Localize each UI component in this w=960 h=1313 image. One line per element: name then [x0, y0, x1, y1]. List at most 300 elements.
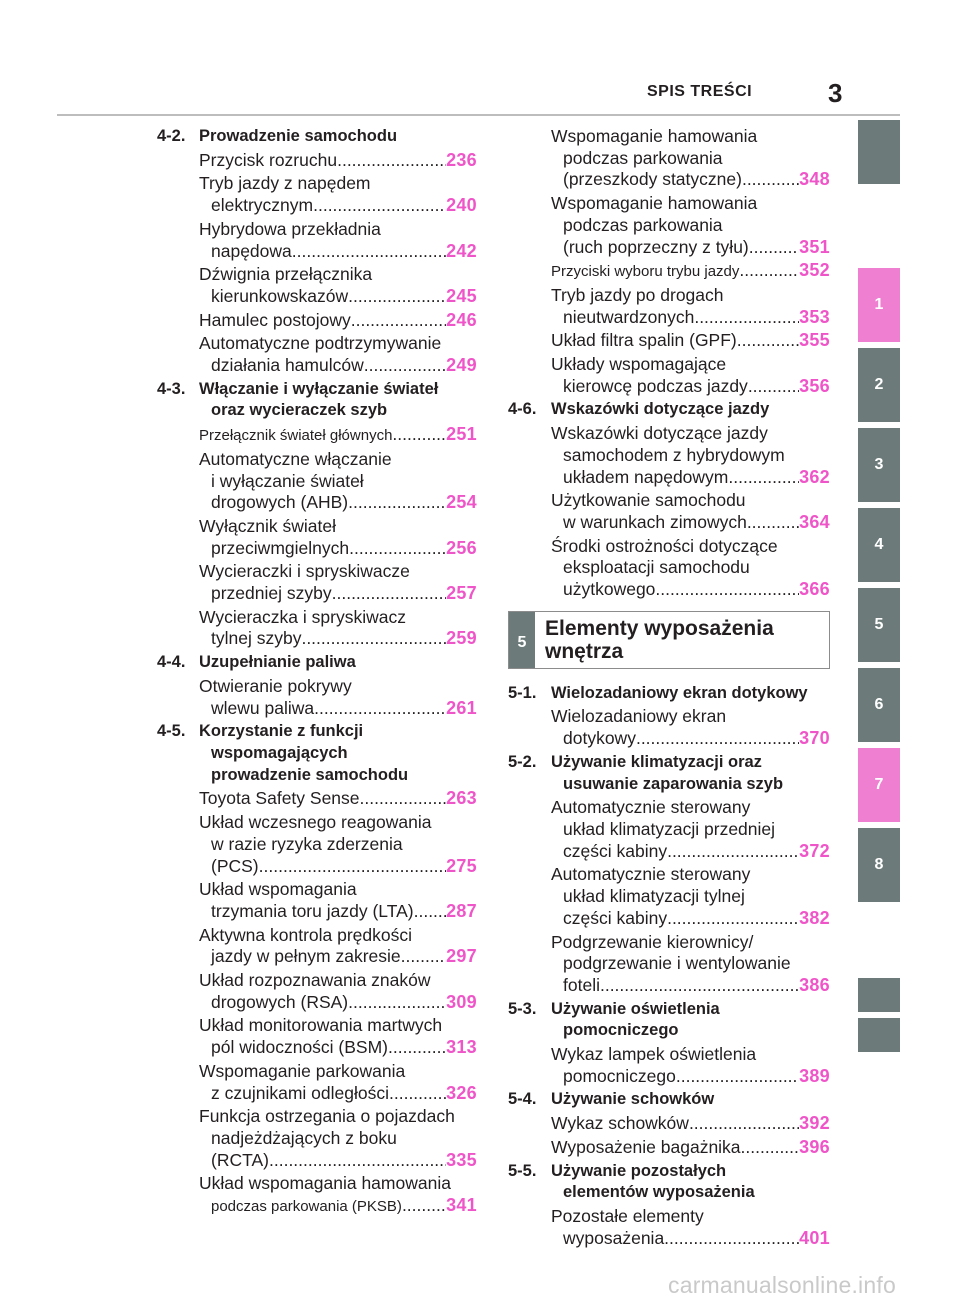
toc-entry-line [199, 355, 477, 377]
leader-dots [348, 286, 446, 308]
toc-entry-line [551, 169, 830, 191]
toc-entry[interactable] [508, 932, 830, 997]
toc-entry-text: Układy wspomagające [551, 354, 727, 375]
page-number: 3 [828, 78, 843, 108]
toc-entry-text: Hybrydowa przekładnia [199, 218, 381, 239]
toc-entry-line [551, 841, 830, 863]
chapter-heading-box [508, 611, 830, 669]
leader-dots [332, 583, 446, 605]
section-title-line: Używanie schowków [551, 1090, 715, 1109]
page-link[interactable]: 386 [799, 974, 830, 995]
toc-entry-line [199, 676, 477, 698]
section-title-line: pomocniczego [563, 1021, 679, 1040]
leader-dots [747, 512, 799, 534]
toc-entry-text: Układ rozpoznawania znaków [199, 970, 431, 991]
toc-entry-line [551, 215, 830, 237]
toc-entry-line [199, 970, 477, 992]
toc-entry[interactable] [157, 219, 477, 262]
toc-entry-line [199, 901, 477, 923]
page-link[interactable]: 396 [799, 1136, 830, 1157]
chapter-number: 5 [509, 612, 535, 668]
page-link[interactable]: 263 [446, 788, 477, 809]
toc-entry-text: Układ wczesnego reagowania [199, 812, 432, 833]
toc-entry-text: Przyciski wyboru trybu jazdy [551, 263, 740, 281]
toc-entry-text: eksploatacji samochodu [563, 557, 750, 578]
section-heading [157, 126, 477, 148]
toc-entry-text: w warunkach zimowych [563, 511, 747, 532]
toc-entry[interactable] [157, 333, 477, 376]
page-link[interactable]: 251 [446, 424, 477, 445]
toc-entry-line [199, 856, 477, 878]
page-link[interactable]: 389 [799, 1065, 830, 1086]
toc-entry-text: Wspomaganie parkowania [199, 1060, 406, 1081]
toc-entry-line [199, 1037, 477, 1059]
toc-entry-line [551, 706, 830, 728]
toc-entry-line [199, 516, 477, 538]
toc-entry-line [199, 195, 477, 217]
toc-entry[interactable] [508, 1113, 830, 1135]
toc-entry[interactable] [157, 424, 477, 447]
page-link[interactable]: 287 [446, 900, 477, 921]
toc-entry-text: z czujnikami odległości [211, 1082, 389, 1103]
chapter-title-line: Elementy wyposażenia [545, 616, 774, 640]
toc-entry-line [551, 126, 830, 148]
toc-entry[interactable] [508, 193, 830, 258]
toc-entry[interactable] [508, 536, 830, 601]
toc-entry[interactable] [157, 1015, 477, 1058]
toc-entry-text: Automatycznie sterowany [551, 797, 751, 818]
page-link[interactable]: 370 [799, 728, 830, 749]
leader-dots [402, 1195, 446, 1217]
leader-dots [364, 355, 446, 377]
leader-dots [742, 169, 799, 191]
toc-entry-text: Wskazówki dotyczące jazdy [551, 423, 768, 444]
toc-entry-text: elektrycznym [211, 195, 314, 216]
chapter-tab-6[interactable]: 6 [858, 668, 900, 742]
toc-entry-text: (przeszkody statyczne) [563, 169, 742, 190]
toc-entry-text: (ruch poprzeczny z tyłu) [563, 236, 749, 257]
leader-dots [348, 992, 446, 1014]
toc-entry-text: Wspomaganie hamowania [551, 193, 758, 214]
toc-entry-line [199, 561, 477, 583]
page-link[interactable]: 326 [446, 1082, 477, 1103]
toc-entry[interactable] [157, 150, 477, 172]
leader-dots [292, 241, 446, 263]
section-title-line: Wielozadaniowy ekran dotykowy [551, 683, 808, 702]
page-link[interactable]: 313 [446, 1037, 477, 1058]
page-link[interactable]: 352 [799, 260, 830, 281]
toc-entry[interactable] [157, 516, 477, 559]
leader-dots [301, 628, 446, 650]
toc-entry-text: Układ filtra spalin (GPF) [551, 330, 737, 351]
toc-entry-text: Hamulec postojowy [199, 309, 351, 330]
toc-entry-text: kierunkowskazów [211, 285, 349, 306]
toc-entry-line [199, 946, 477, 968]
page-link[interactable]: 351 [799, 236, 830, 257]
toc-entry-line [551, 512, 830, 534]
leader-dots [313, 195, 446, 217]
page-header-title: SPIS TREŚCI [647, 83, 753, 100]
chapter-tab-blank-10[interactable] [858, 1018, 900, 1052]
toc-entry-line [551, 886, 830, 908]
page-link[interactable]: 366 [799, 579, 830, 600]
section-title-line: Uzupełnianie paliwa [199, 653, 356, 672]
leader-dots [689, 1113, 799, 1135]
toc-entry[interactable] [157, 812, 477, 877]
page-link[interactable]: 259 [446, 628, 477, 649]
toc-entry-text: tylnej szyby [211, 628, 302, 649]
toc-entry-text: (RCTA) [211, 1149, 269, 1170]
toc-entry-line [199, 264, 477, 286]
toc-entry-text: przedniej szyby [211, 583, 332, 604]
toc-entry[interactable] [508, 864, 830, 929]
toc-entry[interactable] [157, 1173, 477, 1217]
toc-entry[interactable] [508, 490, 830, 533]
section-number: 4-2. [157, 127, 186, 145]
toc-entry-line [199, 1083, 477, 1105]
section-title-line: elementów wyposażenia [563, 1183, 755, 1202]
toc-entry-line [551, 536, 830, 558]
section-title-line: Używanie oświetlenia [551, 999, 720, 1018]
toc-entry[interactable] [508, 1137, 830, 1159]
toc-entry-text: podczas parkowania [563, 147, 723, 168]
page-link[interactable]: 249 [446, 355, 477, 376]
toc-entry[interactable] [157, 561, 477, 604]
toc-entry-text: wyposażenia [563, 1227, 665, 1248]
section-title-line: Korzystanie z funkcji [199, 722, 364, 741]
toc-entry-line [551, 953, 830, 975]
toc-entry-line [199, 788, 477, 810]
page-link[interactable]: 236 [446, 149, 477, 170]
page-link[interactable]: 364 [799, 511, 830, 532]
toc-entry[interactable] [508, 285, 830, 328]
toc-entry[interactable] [508, 797, 830, 862]
leader-dots [389, 1083, 446, 1105]
toc-entry-line [199, 1061, 477, 1083]
toc-entry-line [551, 819, 830, 841]
toc-entry[interactable] [508, 1206, 830, 1249]
section-number: 5-1. [508, 683, 537, 702]
leader-dots [351, 310, 446, 332]
toc-entry-line [551, 579, 830, 601]
chapter-title-line: wnętrza [545, 639, 624, 663]
toc-entry[interactable] [157, 676, 477, 719]
toc-entry-line [551, 376, 830, 398]
toc-entry-text: kierowcę podczas jazdy [563, 375, 748, 396]
page-link[interactable]: 261 [446, 697, 477, 718]
toc-entry-text: przeciwmgielnych [211, 537, 350, 558]
section-title-line: usuwanie zaparowania szyb [563, 774, 784, 793]
toc-entry-line [551, 864, 830, 886]
toc-entry-line [199, 1150, 477, 1172]
toc-entry[interactable] [508, 260, 830, 283]
toc-entry-line [199, 1173, 477, 1195]
chapter-tab-1[interactable]: 1 [858, 268, 900, 342]
toc-entry-text: w razie ryzyka zderzenia [211, 833, 403, 854]
page-link[interactable]: 275 [446, 855, 477, 876]
toc-entry[interactable] [508, 423, 830, 488]
leader-dots [337, 150, 446, 172]
toc-entry-text: Otwieranie pokrywy [199, 675, 352, 696]
leader-dots [667, 841, 799, 863]
toc-entry[interactable] [157, 879, 477, 922]
section-heading [508, 1161, 830, 1204]
leader-dots [360, 788, 447, 810]
toc-entry-text: pomocniczego [563, 1065, 676, 1086]
leader-dots [667, 908, 799, 930]
toc-entry-line [551, 467, 830, 489]
leader-dots [748, 376, 799, 398]
chapter-tab-7[interactable]: 7 [858, 748, 900, 822]
toc-entry-line [551, 728, 830, 750]
toc-entry-line [199, 812, 477, 834]
toc-entry-text: podczas parkowania (PKSB) [211, 1198, 402, 1216]
page-link[interactable]: 355 [799, 330, 830, 351]
toc-entry[interactable] [508, 126, 830, 191]
toc-entry-line [199, 992, 477, 1014]
leader-dots [314, 698, 446, 720]
section-number: 5-3. [508, 999, 537, 1018]
toc-left-column [157, 124, 477, 1218]
page-link[interactable]: 356 [799, 375, 830, 396]
section-heading [157, 721, 477, 786]
toc-entry-text: Przycisk rozruchu [199, 149, 338, 170]
page-link[interactable]: 309 [446, 991, 477, 1012]
leader-dots [739, 260, 799, 282]
chapter-tab-4[interactable]: 4 [858, 508, 900, 582]
toc-entry-text: użytkowego [563, 579, 656, 600]
section-heading [157, 379, 477, 422]
section-heading [508, 999, 830, 1042]
page-link[interactable]: 254 [446, 492, 477, 513]
toc-entry-line [199, 471, 477, 493]
chapter-tab-3[interactable]: 3 [858, 428, 900, 502]
section-title-line: Wskazówki dotyczące jazdy [551, 400, 770, 419]
leader-dots [728, 467, 799, 489]
toc-entry-line [551, 908, 830, 930]
toc-entry-text: podgrzewanie i wentylowanie [563, 953, 791, 974]
page-link[interactable]: 240 [446, 195, 477, 216]
section-number: 4-5. [157, 722, 186, 741]
page-link[interactable]: 341 [446, 1195, 477, 1216]
toc-entry-line [199, 879, 477, 901]
toc-entry-text: podczas parkowania [563, 214, 723, 235]
toc-entry-line [199, 698, 477, 720]
section-title-line: oraz wycieraczek szyb [211, 401, 388, 420]
toc-entry-text: Wycieraczki i spryskiwacze [199, 561, 410, 582]
toc-entry-line [199, 1106, 477, 1128]
toc-entry-line [551, 1066, 830, 1088]
toc-entry-text: Podgrzewanie kierownicy/ [551, 931, 754, 952]
page-link[interactable]: 242 [446, 240, 477, 261]
toc-right-column [508, 124, 830, 1249]
toc-entry-text: Wyłącznik świateł [199, 515, 336, 536]
section-heading [508, 399, 830, 421]
toc-entry-text: Wycieraczka i spryskiwacz [199, 606, 406, 627]
toc-entry-line [551, 193, 830, 215]
toc-entry-line [199, 538, 477, 560]
toc-entry-text: pól widoczności (BSM) [211, 1037, 388, 1058]
page-link[interactable]: 257 [446, 583, 477, 604]
toc-entry[interactable] [157, 970, 477, 1013]
leader-dots [749, 237, 799, 259]
toc-entry-text: Toyota Safety Sense [199, 788, 360, 809]
section-heading [508, 1089, 830, 1111]
toc-entry-text: i wyłączanie świateł [211, 470, 364, 491]
page-link[interactable]: 245 [446, 285, 477, 306]
toc-entry[interactable] [508, 706, 830, 749]
toc-entry[interactable] [508, 354, 830, 397]
section-number: 5-5. [508, 1161, 537, 1180]
toc-entry-text: drogowych (RSA) [211, 991, 349, 1012]
toc-entry-text: Wyposażenie bagażnika [551, 1136, 741, 1157]
toc-entry-line [551, 237, 830, 259]
page-link[interactable]: 353 [799, 306, 830, 327]
section-number: 5-4. [508, 1090, 537, 1109]
leader-dots [676, 1066, 799, 1088]
page-link[interactable]: 335 [446, 1149, 477, 1170]
toc-entry-line [199, 286, 477, 308]
toc-entry-text: Aktywna kontrola prędkości [199, 924, 413, 945]
toc-entry-line [199, 1128, 477, 1150]
toc-entry-line [551, 148, 830, 170]
toc-entry-line [199, 834, 477, 856]
toc-entry-text: nadjeżdżających z boku [211, 1127, 397, 1148]
leader-dots [349, 538, 446, 560]
section-title-line: prowadzenie samochodu [211, 765, 409, 784]
toc-entry-text: Pozostałe elementy [551, 1205, 704, 1226]
page-link[interactable]: 256 [446, 537, 477, 558]
toc-entry-text: dotykowy [563, 728, 636, 749]
toc-entry[interactable] [157, 1106, 477, 1171]
toc-entry-line [551, 285, 830, 307]
page-link[interactable]: 392 [799, 1113, 830, 1134]
toc-entry-line [199, 1195, 477, 1218]
toc-entry[interactable] [508, 1044, 830, 1087]
leader-dots [269, 1150, 446, 1172]
section-title-line: Używanie klimatyzacji oraz [551, 752, 762, 771]
toc-entry-line [199, 424, 477, 447]
toc-entry-text: Automatyczne włączanie [199, 448, 392, 469]
leader-dots [600, 975, 799, 997]
toc-entry-text: trzymania toru jazdy (LTA) [211, 900, 414, 921]
toc-entry-text: jazdy w pełnym zakresie [211, 946, 401, 967]
section-number: 4-4. [157, 653, 186, 672]
toc-entry-text: Układ monitorowania martwych [199, 1015, 443, 1036]
chapter-tab-blank-0[interactable] [858, 120, 900, 184]
page-link[interactable]: 382 [799, 907, 830, 928]
toc-entry[interactable] [157, 449, 477, 514]
toc-entry-line [551, 975, 830, 997]
toc-entry[interactable] [157, 173, 477, 216]
leader-dots [741, 1137, 800, 1159]
section-heading [157, 652, 477, 674]
page-link[interactable]: 372 [799, 840, 830, 861]
section-heading [508, 683, 830, 705]
page-link[interactable]: 362 [799, 466, 830, 487]
toc-entry[interactable] [508, 330, 830, 352]
section-title-line: Prowadzenie samochodu [199, 127, 398, 145]
toc-entry-text: napędowa [211, 240, 292, 261]
toc-entry-line [551, 260, 830, 283]
toc-entry-line [551, 490, 830, 512]
toc-entry-text: Tryb jazdy po drogach [551, 284, 724, 305]
toc-entry[interactable] [157, 607, 477, 650]
toc-entry-line [551, 445, 830, 467]
toc-entry[interactable] [157, 1061, 477, 1104]
toc-entry-text: Tryb jazdy z napędem [199, 173, 371, 194]
toc-entry-text: części kabiny [563, 840, 668, 861]
section-title-line: Włączanie i wyłączanie świateł [199, 379, 439, 398]
toc-entry-line [199, 333, 477, 355]
chapter-title [535, 617, 774, 663]
page-link[interactable]: 246 [446, 309, 477, 330]
page-link[interactable]: 297 [446, 946, 477, 967]
toc-entry-text: Automatyczne podtrzymywanie [199, 333, 442, 354]
page-link[interactable]: 348 [799, 169, 830, 190]
toc-entry-line [199, 492, 477, 514]
toc-entry-text: Dźwignia przełącznika [199, 264, 373, 285]
page-link[interactable]: 401 [799, 1227, 830, 1248]
toc-entry-text: Wielozadaniowy ekran [551, 706, 727, 727]
leader-dots [348, 492, 446, 514]
toc-entry-text: części kabiny [563, 907, 668, 928]
chapter-tab-blank-9[interactable] [858, 978, 900, 1012]
toc-entry-text: układem napędowym [563, 466, 729, 487]
chapter-tab-8[interactable]: 8 [858, 828, 900, 902]
toc-entry-text: (PCS) [211, 855, 259, 876]
toc-entry-text: układ klimatyzacji tylnej [563, 886, 745, 907]
toc-entry-line [551, 307, 830, 329]
section-number: 5-2. [508, 752, 537, 771]
toc-entry-text: samochodem z hybrydowym [563, 444, 785, 465]
toc-entry-line [551, 354, 830, 376]
toc-entry-line [551, 1113, 830, 1135]
toc-entry-text: Wspomaganie hamowania [551, 126, 758, 146]
toc-entry-text: Wykaz schowków [551, 1113, 689, 1134]
section-number: 4-3. [157, 379, 186, 398]
leader-dots [655, 579, 799, 601]
chapter-tab-5[interactable]: 5 [858, 588, 900, 662]
toc-entry[interactable] [157, 788, 477, 810]
toc-entry[interactable] [157, 264, 477, 307]
toc-entry-line [199, 173, 477, 195]
section-title-line: Używanie pozostałych [551, 1161, 727, 1180]
toc-entry-line [199, 219, 477, 241]
header-divider [57, 114, 900, 116]
leader-dots [414, 901, 446, 923]
toc-entry-text: Automatycznie sterowany [551, 864, 751, 885]
toc-entry-text: drogowych (AHB) [211, 492, 349, 513]
leader-dots [694, 307, 799, 329]
chapter-tab-2[interactable]: 2 [858, 348, 900, 422]
toc-entry-text: Przełącznik świateł głównych [199, 427, 393, 445]
toc-entry[interactable] [157, 925, 477, 968]
toc-entry-line [551, 1206, 830, 1228]
toc-entry-line [551, 797, 830, 819]
section-heading [508, 752, 830, 795]
toc-entry-line [199, 583, 477, 605]
toc-entry-line [199, 449, 477, 471]
leader-dots [259, 856, 446, 878]
toc-entry-line [551, 423, 830, 445]
toc-entry[interactable] [157, 310, 477, 332]
section-number: 4-6. [508, 400, 537, 419]
toc-entry-line [551, 1044, 830, 1066]
toc-entry-line [551, 330, 830, 352]
toc-entry-text: Środki ostrożności dotyczące [551, 535, 778, 556]
toc-entry-text: nieutwardzonych [563, 306, 695, 327]
